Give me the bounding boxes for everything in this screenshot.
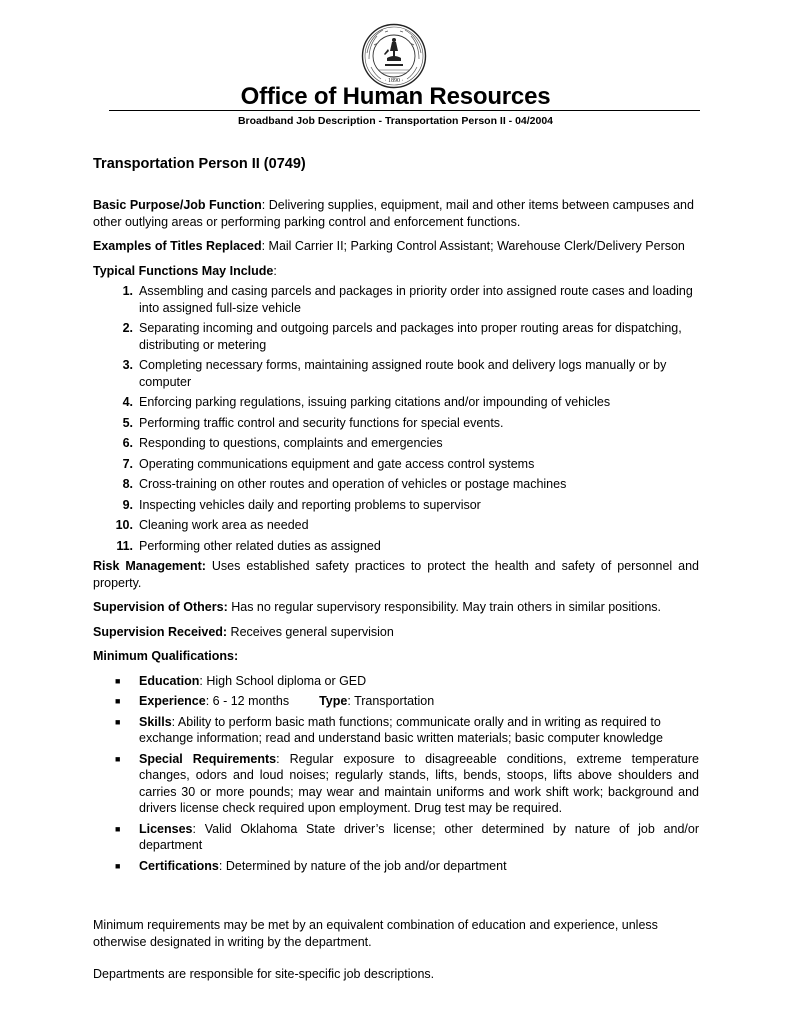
function-text: Separating incoming and outgoing parcels and packages into proper routing areas for dispatching, distributing or metering bbox=[139, 321, 682, 352]
basic-purpose-paragraph bbox=[93, 197, 699, 230]
supervision-received-paragraph bbox=[93, 624, 699, 641]
function-text: Operating communications equipment and gate access control systems bbox=[139, 456, 535, 471]
type-label: Type bbox=[319, 694, 348, 708]
function-number: 7. bbox=[122, 456, 133, 471]
function-item bbox=[93, 497, 699, 514]
min-quals-heading bbox=[93, 648, 699, 665]
function-text: Cross-training on other routes and operation of vehicles or postage machines bbox=[139, 477, 567, 491]
functions-list bbox=[93, 283, 699, 554]
square-bullet-icon: ■ bbox=[115, 753, 121, 764]
qual-item-experience bbox=[93, 693, 699, 710]
qual-text: : Valid Oklahoma State driver’s license; other determined by nature of job and/or department bbox=[139, 821, 699, 852]
function-item bbox=[93, 320, 699, 353]
functions-label: Typical Functions May Include bbox=[93, 263, 274, 278]
titles-replaced-label: Examples of Titles Replaced bbox=[93, 239, 262, 253]
qual-item-certifications bbox=[93, 858, 699, 875]
function-item bbox=[93, 517, 699, 534]
header-divider bbox=[109, 110, 700, 111]
qual-label: Licenses bbox=[139, 821, 193, 836]
function-item bbox=[93, 435, 699, 452]
departments-note: Departments are responsible for site-specific job descriptions. bbox=[93, 967, 435, 981]
supervision-others-label: Supervision of Others: bbox=[93, 600, 228, 614]
qual-text: : Determined by nature of the job and/or department bbox=[218, 858, 507, 873]
basic-purpose-label: Basic Purpose/Job Function bbox=[93, 198, 262, 212]
job-content bbox=[93, 197, 699, 878]
titles-replaced-text: : Mail Carrier II; Parking Control Assistant; Warehouse Clerk/Delivery Person bbox=[261, 239, 685, 253]
qual-text: : 6 - 12 months bbox=[205, 694, 290, 708]
function-text: Inspecting vehicles daily and reporting problems to supervisor bbox=[139, 497, 481, 512]
function-text: Performing traffic control and security functions for special events. bbox=[139, 415, 504, 430]
function-item bbox=[93, 357, 699, 390]
function-number: 8. bbox=[122, 477, 133, 491]
qual-text: : Ability to perform basic math functions; communicate orally and in writing as required to exchange information; read and understand basic written materials; basic computer knowledge bbox=[139, 714, 663, 745]
functions-heading bbox=[93, 263, 699, 280]
titles-replaced-paragraph bbox=[93, 238, 699, 255]
supervision-others-paragraph bbox=[93, 599, 699, 616]
qual-label: Education bbox=[139, 673, 200, 688]
function-text: Cleaning work area as needed bbox=[139, 518, 309, 532]
type-text: : Transportation bbox=[347, 694, 435, 708]
function-item bbox=[93, 283, 699, 316]
function-number: 2. bbox=[122, 321, 133, 335]
qual-label: Skills bbox=[139, 714, 172, 729]
square-bullet-icon: ■ bbox=[115, 823, 121, 834]
qualifications-list bbox=[93, 673, 699, 875]
function-item bbox=[93, 538, 699, 555]
function-text: Performing other related duties as assigned bbox=[139, 538, 381, 553]
qual-text: : High School diploma or GED bbox=[199, 673, 367, 688]
svg-text:· 1890 ·: · 1890 · bbox=[384, 78, 404, 84]
qual-item-special-requirements bbox=[93, 751, 699, 817]
function-number: 5. bbox=[122, 415, 133, 430]
supervision-others-text: Has no regular supervisory responsibility. May train others in similar positions. bbox=[227, 600, 662, 614]
function-number: 3. bbox=[122, 358, 133, 372]
function-number: 4. bbox=[122, 395, 133, 409]
basic-purpose-text: : Delivering supplies, equipment, mail and other items between campuses and other outlying areas or performing parking control and enforcement functions. bbox=[93, 198, 694, 229]
office-title: Office of Human Resources bbox=[240, 83, 551, 110]
function-item bbox=[93, 476, 699, 493]
function-number: 10. bbox=[115, 518, 133, 532]
risk-management-paragraph bbox=[93, 558, 699, 591]
qual-item-skills bbox=[93, 714, 699, 747]
job-title: Transportation Person II (0749) bbox=[93, 156, 306, 172]
function-item bbox=[93, 456, 699, 473]
function-text: Completing necessary forms, maintaining assigned route book and delivery logs manually or by computer bbox=[139, 358, 667, 389]
qual-item-licenses bbox=[93, 821, 699, 854]
function-number: 6. bbox=[122, 436, 133, 450]
square-bullet-icon: ■ bbox=[115, 675, 121, 686]
qual-label: Special Requirements bbox=[139, 751, 277, 766]
qual-label: Experience bbox=[139, 694, 206, 708]
functions-colon: : bbox=[273, 263, 277, 278]
qual-item-education bbox=[93, 673, 699, 690]
supervision-received-label: Supervision Received: bbox=[93, 624, 228, 639]
min-quals-label: Minimum Qualifications: bbox=[93, 649, 239, 663]
square-bullet-icon: ■ bbox=[115, 696, 121, 706]
function-number: 11. bbox=[116, 538, 133, 553]
equivalent-combination-note: Minimum requirements may be met by an equivalent combination of education and experience, unless otherwise designated in writing by the department. bbox=[93, 918, 658, 949]
function-text: Assembling and casing parcels and packages in priority order into assigned route cases and loading into assigned full-size vehicle bbox=[139, 284, 693, 315]
function-text: Enforcing parking regulations, issuing parking citations and/or impounding of vehicles bbox=[139, 395, 611, 409]
function-number: 1. bbox=[122, 284, 133, 298]
function-number: 9. bbox=[122, 497, 133, 512]
square-bullet-icon: ■ bbox=[115, 860, 121, 871]
university-seal-icon bbox=[361, 23, 427, 89]
qual-text: : Regular exposure to disagreeable conditions, extreme temperature changes, odors and loud noises; regularly stands, lifts, bends, stoops, lifts above shoulders and carries 30 or more pounds; may wear and maintain uniforms and work shift work; background and drivers license check required upon employment. Drug test may be required. bbox=[139, 751, 700, 815]
qual-label: Certifications bbox=[139, 858, 219, 873]
function-item bbox=[93, 394, 699, 411]
function-text: Responding to questions, complaints and emergencies bbox=[139, 436, 443, 450]
risk-management-text: Uses established safety practices to protect the health and safety of personnel and property. bbox=[93, 559, 699, 590]
risk-management-label: Risk Management: bbox=[93, 559, 206, 573]
function-item bbox=[93, 415, 699, 432]
square-bullet-icon: ■ bbox=[115, 716, 121, 727]
document-subtitle: Broadband Job Description - Transportation Person II - 04/2004 bbox=[237, 115, 554, 127]
supervision-received-text: Receives general supervision bbox=[227, 624, 394, 639]
